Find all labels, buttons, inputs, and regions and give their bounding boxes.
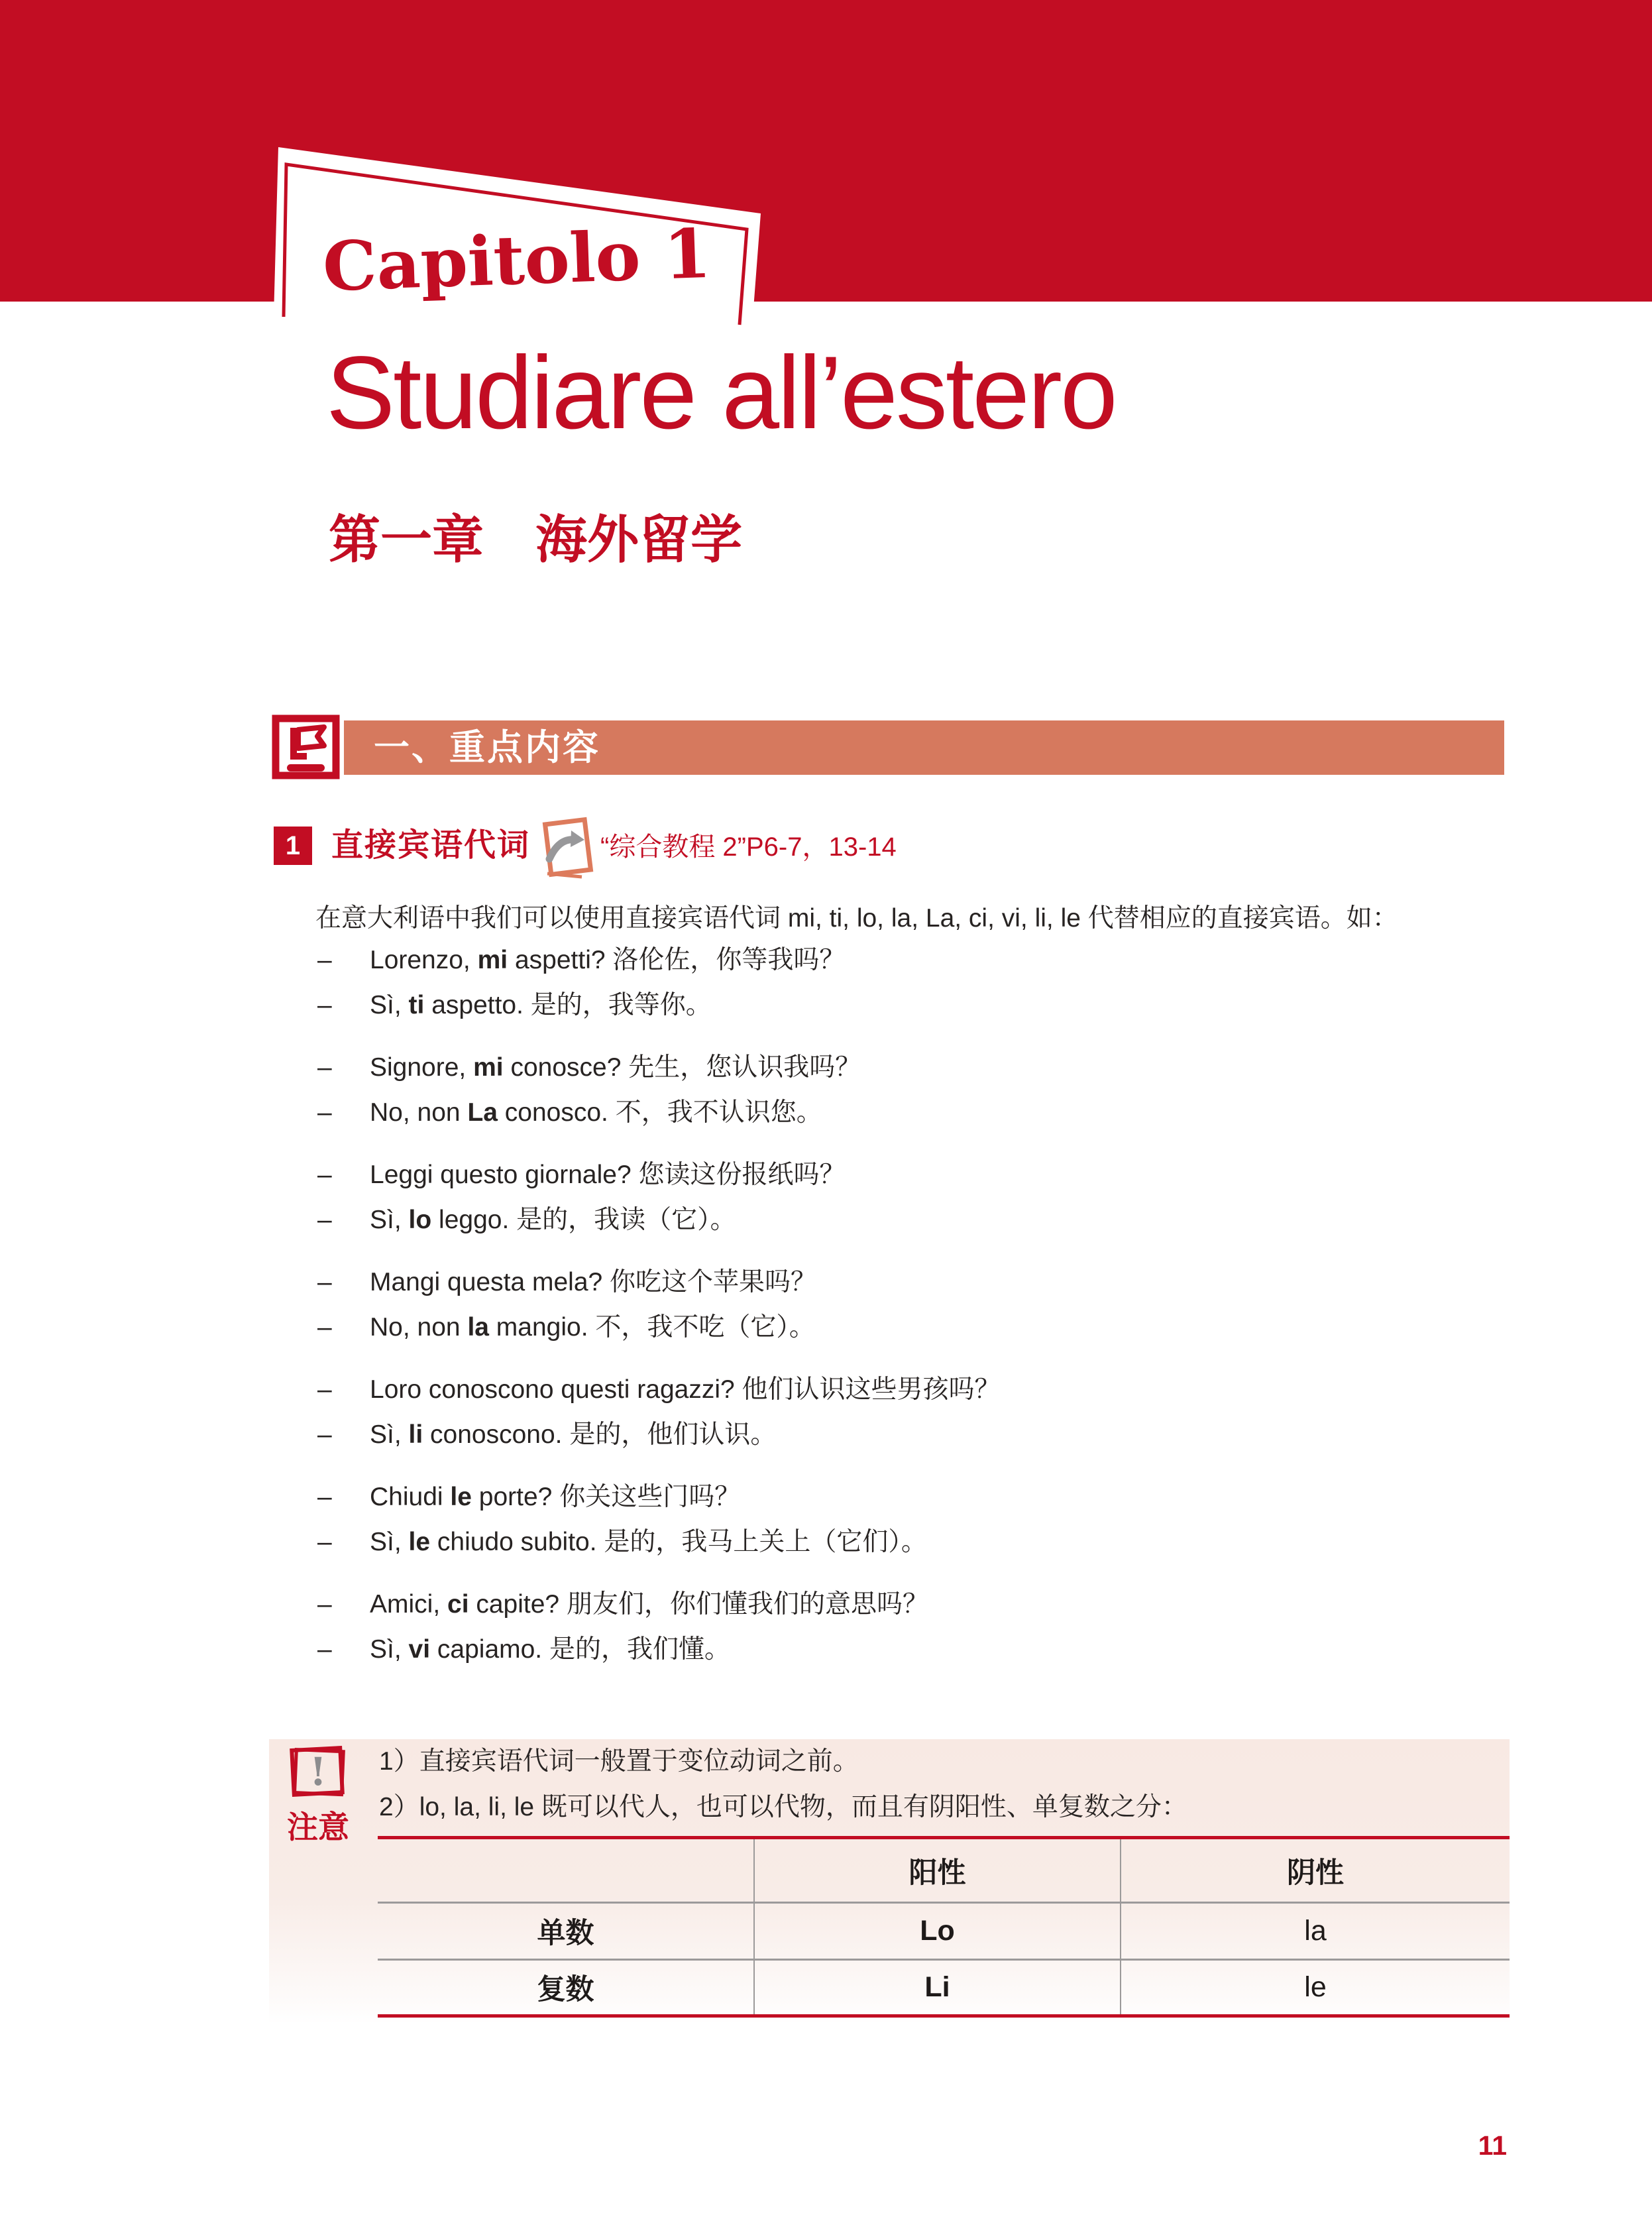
dialogue-line [317, 1412, 1523, 1457]
dash-bullet: – [317, 1313, 332, 1342]
dialogue-text: Mangi questa mela? 你吃这个苹果吗？ [370, 1268, 817, 1296]
dialogue-pair [317, 1475, 1523, 1565]
dialogue-text: No, non la mangio. 不，我不吃（它）。 [370, 1313, 815, 1342]
dialogue-line [317, 1045, 1523, 1090]
dialogue-text: Sì, ti aspetto. 是的，我等你。 [370, 991, 712, 1019]
topic-number-badge: 1 [274, 827, 312, 865]
dialogue-text: Chiudi le porte? 你关这些门吗？ [370, 1483, 741, 1511]
dialogue-text: Loro conoscono questi ragazzi? 他们认识这些男孩吗？ [370, 1375, 1001, 1404]
note-item-list [379, 1746, 1512, 1837]
note-item: 2）lo, la, li, le 既可以代人，也可以代物，而且有阴阳性、单复数之分： [379, 1793, 1187, 1821]
chapter-box-label: Capitolo 1 [321, 213, 712, 308]
dash-bullet: – [317, 1098, 332, 1127]
dialogue-line [317, 983, 1523, 1028]
dialogue-text: Lorenzo, mi aspetti? 洛伦佐，你等我吗？ [370, 946, 846, 974]
dialogue-line [317, 1153, 1523, 1198]
dash-bullet: – [317, 1375, 332, 1404]
dash-bullet: – [317, 1528, 332, 1556]
dialogue-line [317, 1582, 1523, 1627]
warning-icon [287, 1743, 348, 1800]
section-header-label: 一、重点内容 [374, 728, 600, 768]
dialogue-line [317, 938, 1523, 983]
note-label: 注意 [287, 1809, 349, 1845]
table-cell: 单数 [378, 1902, 753, 1959]
table-header-cell: 阴性 [1120, 1839, 1510, 1902]
dialogue-text: Sì, li conoscono. 是的，他们认识。 [370, 1420, 777, 1449]
topic-reference: “综合教程 2”P6-7，13-14 [600, 832, 897, 862]
dialogue-pair [317, 1367, 1523, 1457]
dialogue-text: Signore, mi conosce? 先生，您认识我吗？ [370, 1053, 861, 1082]
table-cell: le [1120, 1959, 1510, 2014]
dialogue-pair [317, 1045, 1523, 1135]
dialogue-pair [317, 1153, 1523, 1243]
dialogue-line [317, 1475, 1523, 1520]
page-subtitle-chinese: 第一章 海外留学 [329, 510, 743, 569]
dialogue-pair [317, 938, 1523, 1028]
grammar-table [378, 1836, 1510, 2018]
arrow-icon [538, 814, 596, 880]
dialogue-pair [317, 1582, 1523, 1672]
table-cell: Lo [753, 1902, 1120, 1959]
dialogue-line [317, 1198, 1523, 1243]
dash-bullet: – [317, 1635, 332, 1664]
dash-bullet: – [317, 1268, 332, 1296]
dash-bullet: – [317, 1590, 332, 1619]
table-header-cell: 阳性 [753, 1839, 1120, 1902]
header-red-band [0, 0, 1652, 302]
dialogue-text: Amici, ci capite? 朋友们，你们懂我们的意思吗？ [370, 1590, 928, 1619]
table-cell: 复数 [378, 1959, 753, 2014]
dialogue-text: Sì, vi capiamo. 是的，我们懂。 [370, 1635, 730, 1664]
dash-bullet: – [317, 991, 332, 1019]
dialogue-line [317, 1260, 1523, 1305]
table-cell: Li [753, 1959, 1120, 2014]
dialogue-line [317, 1520, 1523, 1565]
dialogue-line [317, 1305, 1523, 1350]
table-header-cell [378, 1839, 753, 1902]
dash-bullet: – [317, 1206, 332, 1234]
page-title: Studiare all’estero [326, 335, 1116, 451]
dialogue-line [317, 1627, 1523, 1672]
topic-title: 直接宾语代词 [331, 828, 531, 863]
dialogue-text: Leggi questo giornale? 您读这份报纸吗？ [370, 1161, 846, 1189]
dash-bullet: – [317, 1053, 332, 1082]
dialogue-line [317, 1367, 1523, 1412]
dialogue-line [317, 1090, 1523, 1135]
intro-paragraph: 在意大利语中我们可以使用直接宾语代词 mi, ti, lo, la, La, ci, vi, li, le 代替相应的直接宾语。如： [315, 904, 1398, 933]
dialogue-pair [317, 1260, 1523, 1350]
dialogue-text: Sì, le chiudo subito. 是的，我马上关上（它们）。 [370, 1528, 927, 1556]
table-cell: la [1120, 1902, 1510, 1959]
dialogue-text: No, non La conosco. 不，我不认识您。 [370, 1098, 822, 1127]
note-item: 1）直接宾语代词一般置于变位动词之前。 [379, 1747, 859, 1776]
dash-bullet: – [317, 1420, 332, 1449]
page-number: 11 [1478, 2130, 1507, 2161]
dialogue-text: Sì, lo leggo. 是的，我读（它）。 [370, 1206, 736, 1234]
dash-bullet: – [317, 1161, 332, 1189]
dash-bullet: – [317, 1483, 332, 1511]
svg-text:!: ! [309, 1749, 327, 1794]
dialogue-list [317, 938, 1523, 1689]
flag-icon [272, 714, 340, 779]
dash-bullet: – [317, 946, 332, 974]
